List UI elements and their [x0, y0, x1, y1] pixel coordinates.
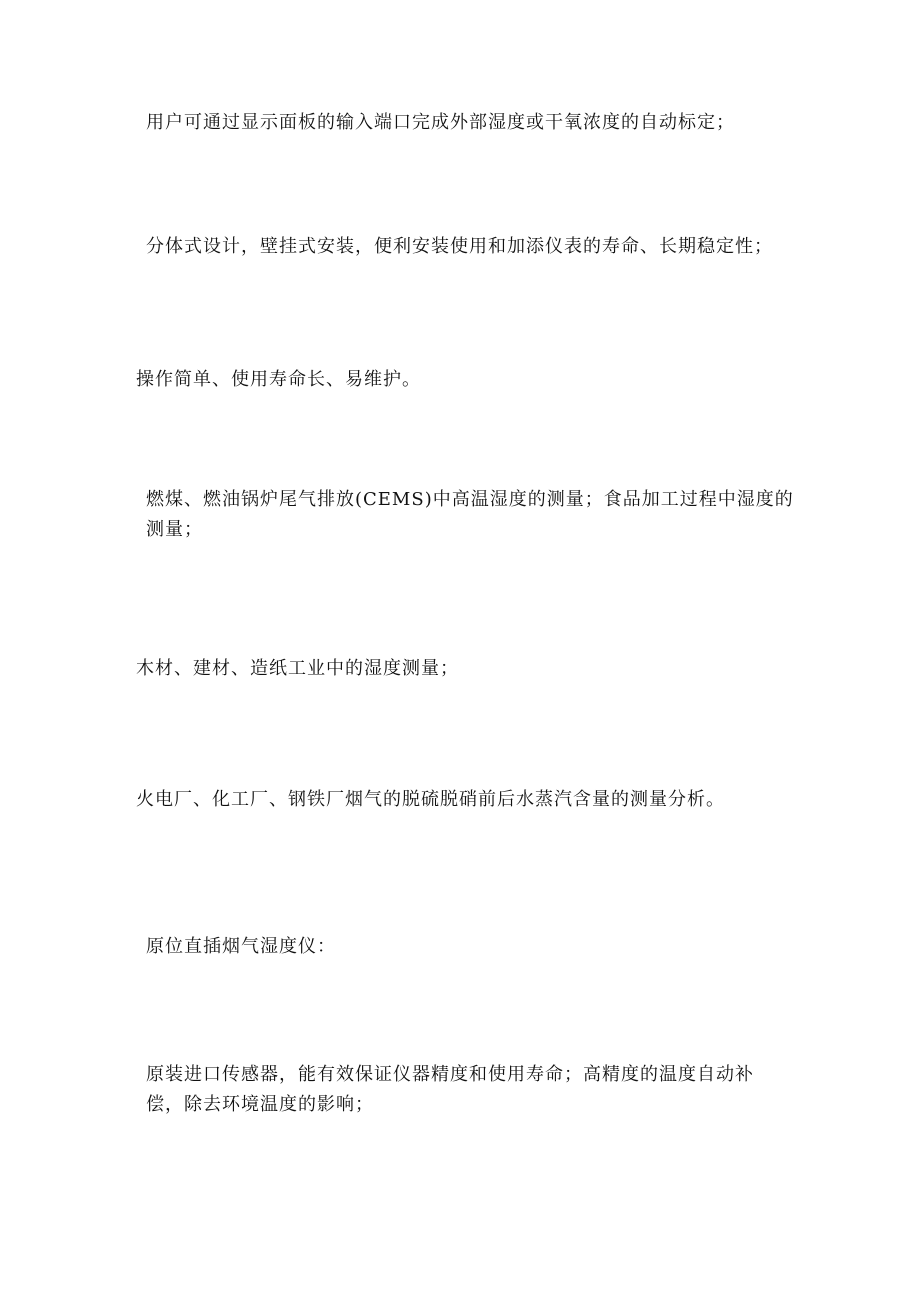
paragraph-design: 分体式设计，壁挂式安装，便利安装使用和加添仪表的寿命、长期稳定性；	[146, 236, 773, 257]
paragraph-sensor: 原装进口传感器，能有效保证仪器精度和使用寿命；高精度的温度自动补偿，除去环境温度的影响；	[146, 1064, 754, 1115]
paragraph-operation: 操作简单、使用寿命长、易维护。	[136, 369, 421, 390]
paragraph-industry: 木材、建材、造纸工业中的湿度测量；	[136, 658, 459, 679]
paragraph-calibration: 用户可通过显示面板的输入端口完成外部湿度或干氧浓度的自动标定；	[146, 112, 735, 133]
paragraph-power-plant: 火电厂、化工厂、钢铁厂烟气的脱硫脱硝前后水蒸汽含量的测量分析。	[136, 789, 725, 810]
section-heading-insitu: 原位直插烟气湿度仪：	[146, 936, 336, 957]
paragraph-cems: 燃煤、燃油锅炉尾气排放(CEMS)中高温湿度的测量；食品加工过程中湿度的测量；	[146, 489, 794, 540]
